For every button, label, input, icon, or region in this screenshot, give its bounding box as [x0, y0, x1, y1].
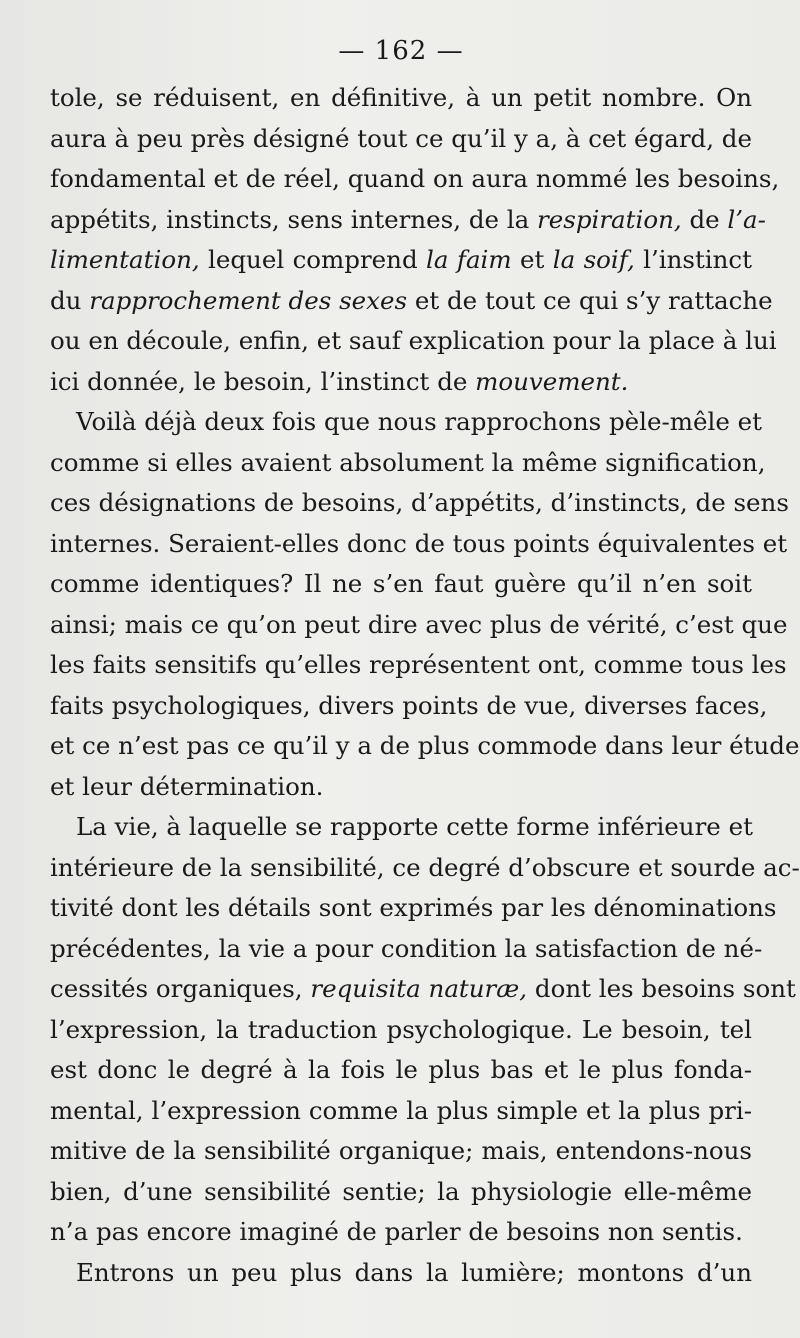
text-line [50, 1091, 752, 1132]
page-number: — 162 — [338, 36, 464, 66]
text-line [50, 1212, 752, 1253]
text-segment: La vie, à laquelle se rapporte cette forme inférieure et [76, 812, 753, 841]
text-line [50, 281, 773, 322]
text-line [50, 1131, 752, 1172]
text-segment: et de tout ce qui s’y rattache [407, 285, 773, 315]
italic-text: l’a- [727, 204, 766, 234]
italic-text: limentation, [50, 245, 200, 274]
text-segment: bien, d’une sensibilité sentie; la physiologie elle-même [50, 1176, 752, 1206]
text-line [50, 645, 787, 686]
text-segment: fondamental et de réel, quand on aura nommé les besoins, [50, 164, 780, 193]
text-line [50, 1050, 752, 1091]
paragraph [50, 1253, 752, 1294]
text-segment: comme si elles avaient absolument la même signification, [50, 447, 766, 477]
paragraph [50, 78, 780, 402]
text-segment: du [50, 285, 90, 315]
italic-text: mouvement. [475, 366, 629, 396]
text-line [50, 159, 780, 200]
text-line [50, 605, 788, 646]
text-segment: ainsi; mais ce qu’on peut dire avec plus de vérité, c’est que [50, 609, 788, 639]
text-line [50, 240, 752, 281]
text-segment: et [511, 245, 553, 274]
italic-text: requisita naturæ, [310, 974, 528, 1003]
text-segment: lequel comprend [199, 245, 427, 274]
italic-text: rapprochement des sexes [89, 285, 408, 315]
italic-text: respiration, [537, 204, 682, 234]
text-segment: Entrons un peu plus dans la lumière; montons d’un [76, 1257, 752, 1287]
text-line [50, 483, 789, 524]
text-segment: est donc le degré à la fois le plus bas et le plus fonda- [50, 1055, 752, 1084]
text-line [50, 888, 777, 929]
text-segment: tole, se réduisent, en définitive, à un petit nombre. On [50, 83, 752, 112]
text-segment: tivité dont les détails sont exprimés par les dénominations [50, 893, 777, 922]
text-segment: les faits sensitifs qu’elles représentent ont, comme tous les [50, 650, 787, 679]
text-segment: de [681, 204, 728, 234]
text-line [50, 1253, 752, 1294]
text-segment: mental, l’expression comme la plus simple et la plus pri- [50, 1095, 752, 1125]
text-segment: appétits, instincts, sens internes, de la [50, 204, 538, 234]
body-text [50, 78, 800, 1293]
text-segment: Voilà déjà deux fois que nous rapprochons pèle-mêle et [76, 407, 762, 436]
text-line [50, 119, 752, 160]
text-segment: l’expression, la traduction psychologique. Le besoin, tel [50, 1014, 752, 1044]
text-segment: ces désignations de besoins, d’appétits, d’instincts, de sens [50, 488, 789, 517]
text-line [50, 402, 762, 443]
text-line [50, 969, 796, 1010]
text-line [50, 767, 752, 808]
text-line [50, 1010, 752, 1051]
text-segment: ou en découle, enfin, et sauf explication pour la place à lui [50, 326, 777, 355]
text-segment: faits psychologiques, divers points de vue, diverses faces, [50, 690, 768, 720]
italic-text: la soif, [552, 245, 635, 274]
text-line [50, 200, 766, 241]
text-line [50, 848, 800, 889]
text-segment: aura à peu près désigné tout ce qu’il y a, à cet égard, de [50, 123, 752, 153]
text-line [50, 686, 768, 727]
text-line [50, 321, 777, 362]
text-line [50, 78, 752, 119]
paragraph [50, 402, 800, 807]
text-segment: précédentes, la vie a pour condition la satisfaction de né- [50, 933, 763, 963]
text-segment: ici donnée, le besoin, l’instinct de [50, 366, 476, 396]
text-line [50, 1172, 752, 1213]
text-segment: et leur détermination. [50, 771, 324, 801]
text-segment: mitive de la sensibilité organique; mais, entendons-nous [50, 1136, 752, 1165]
text-line [50, 929, 763, 970]
text-line [50, 726, 800, 767]
text-line [50, 362, 752, 403]
text-line [50, 524, 788, 565]
text-segment: cessités organiques, [50, 974, 311, 1003]
paragraph [50, 807, 800, 1253]
text-segment: n’a pas encore imaginé de parler de besoins non sentis. [50, 1217, 743, 1246]
text-segment: intérieure de la sensibilité, ce degré d’obscure et sourde ac- [50, 852, 800, 882]
text-segment: et ce n’est pas ce qu’il y a de plus commode dans leur étude [50, 731, 800, 760]
text-line [50, 443, 766, 484]
italic-text: la faim [426, 245, 512, 274]
text-line [50, 564, 752, 605]
text-segment: dont les besoins sont [527, 974, 796, 1003]
text-segment: comme identiques? Il ne s’en faut guère qu’il n’en soit [50, 569, 752, 598]
text-line [50, 807, 752, 848]
text-segment: l’instinct [634, 245, 752, 274]
text-segment: internes. Seraient-elles donc de tous points équivalentes et [50, 528, 788, 558]
